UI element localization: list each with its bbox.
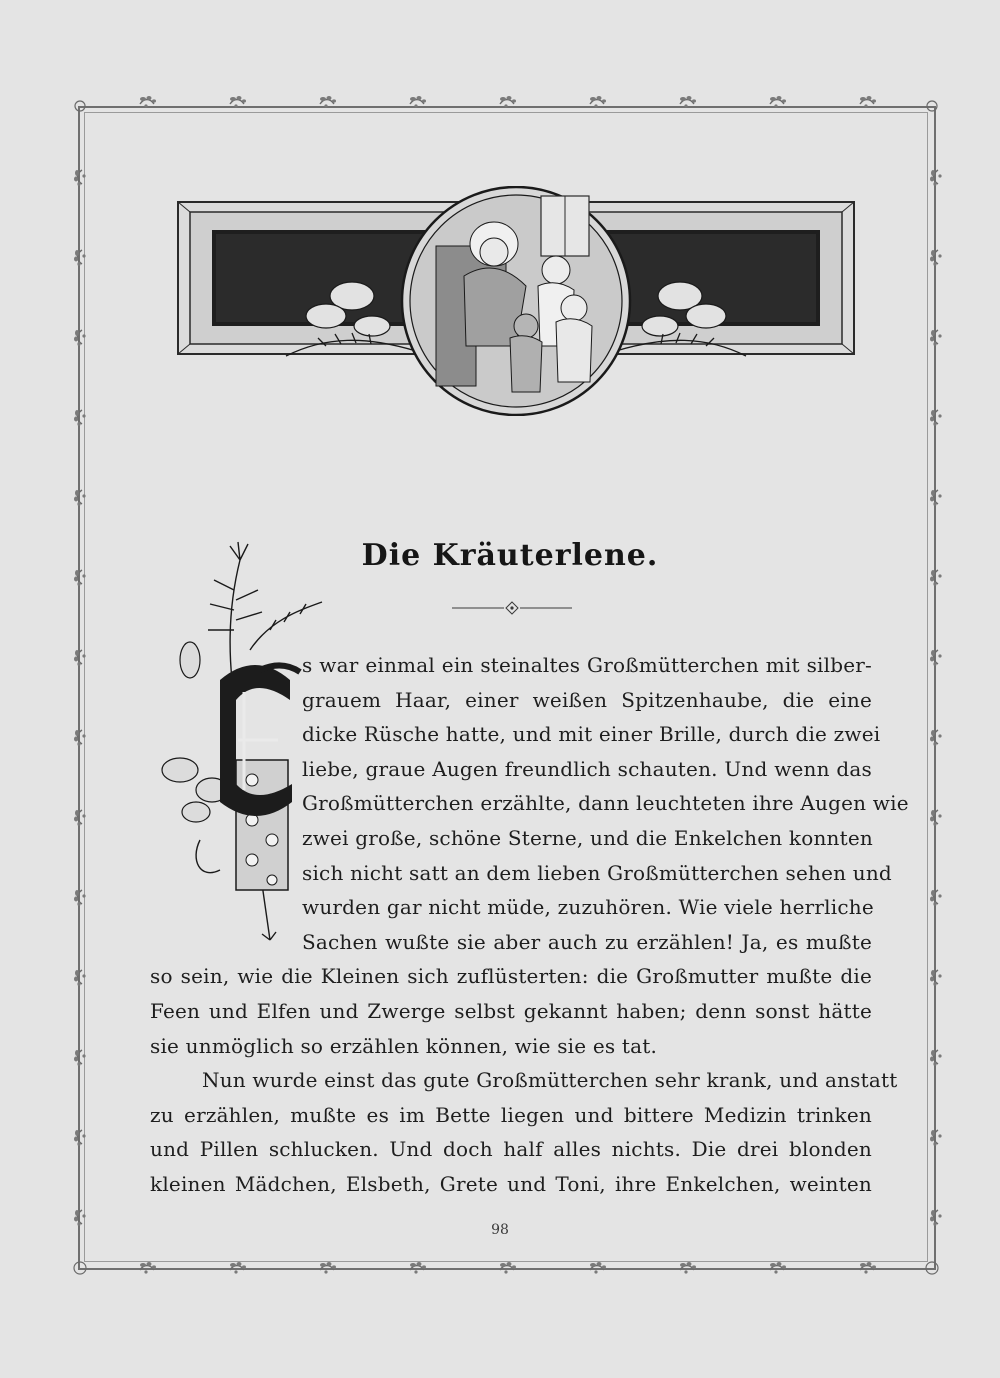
- text-line: grauem Haar, einer weißen Spitzenhaube, die eine: [302, 687, 872, 712]
- text-line: Sachen wußte sie aber auch zu erzählen! Ja, es mußte: [302, 929, 872, 954]
- text-line: s war einmal ein steinaltes Großmütterchen mit silber-: [302, 653, 872, 677]
- text-line: so sein, wie die Kleinen sich zuflüsterten: die Großmutter mußte die: [150, 964, 872, 989]
- text-line: sich nicht satt an dem lieben Großmütterchen sehen und: [302, 860, 892, 885]
- chapter-title: Die Kräuterlene.: [361, 538, 659, 573]
- text-line: kleinen Mädchen, Elsbeth, Grete und Toni, ihre Enkelchen, weinten: [150, 1171, 872, 1196]
- text-line: dicke Rüsche hatte, und mit einer Brille, durch die zwei: [302, 722, 881, 747]
- headpiece-illustration: [176, 186, 856, 416]
- text-line: Feen und Elfen und Zwerge selbst gekannt haben; denn sonst hätte: [150, 998, 872, 1023]
- text-line: Großmütterchen erzählte, dann leuchteten ihre Augen wie: [302, 791, 909, 816]
- text-line: zwei große, schöne Sterne, und die Enkelchen konnten: [302, 825, 873, 850]
- page-number: 98: [491, 1222, 509, 1238]
- text-line: Nun wurde einst das gute Großmütterchen sehr krank, und anstatt: [202, 1068, 898, 1093]
- text-line: zu erzählen, mußte es im Bette liegen und bittere Medizin trinken: [150, 1102, 872, 1127]
- text-line: und Pillen schlucken. Und doch half alles nichts. Die drei blonden: [150, 1137, 872, 1162]
- text-line: liebe, graue Augen freundlich schauten. Und wenn das: [302, 756, 872, 781]
- body-text: [150, 648, 909, 1202]
- text-line: wurden gar nicht müde, zuzuhören. Wie viele herrliche: [302, 895, 874, 920]
- title-divider: [452, 600, 572, 616]
- text-line: sie unmöglich so erzählen können, wie sie es tat.: [150, 1033, 658, 1058]
